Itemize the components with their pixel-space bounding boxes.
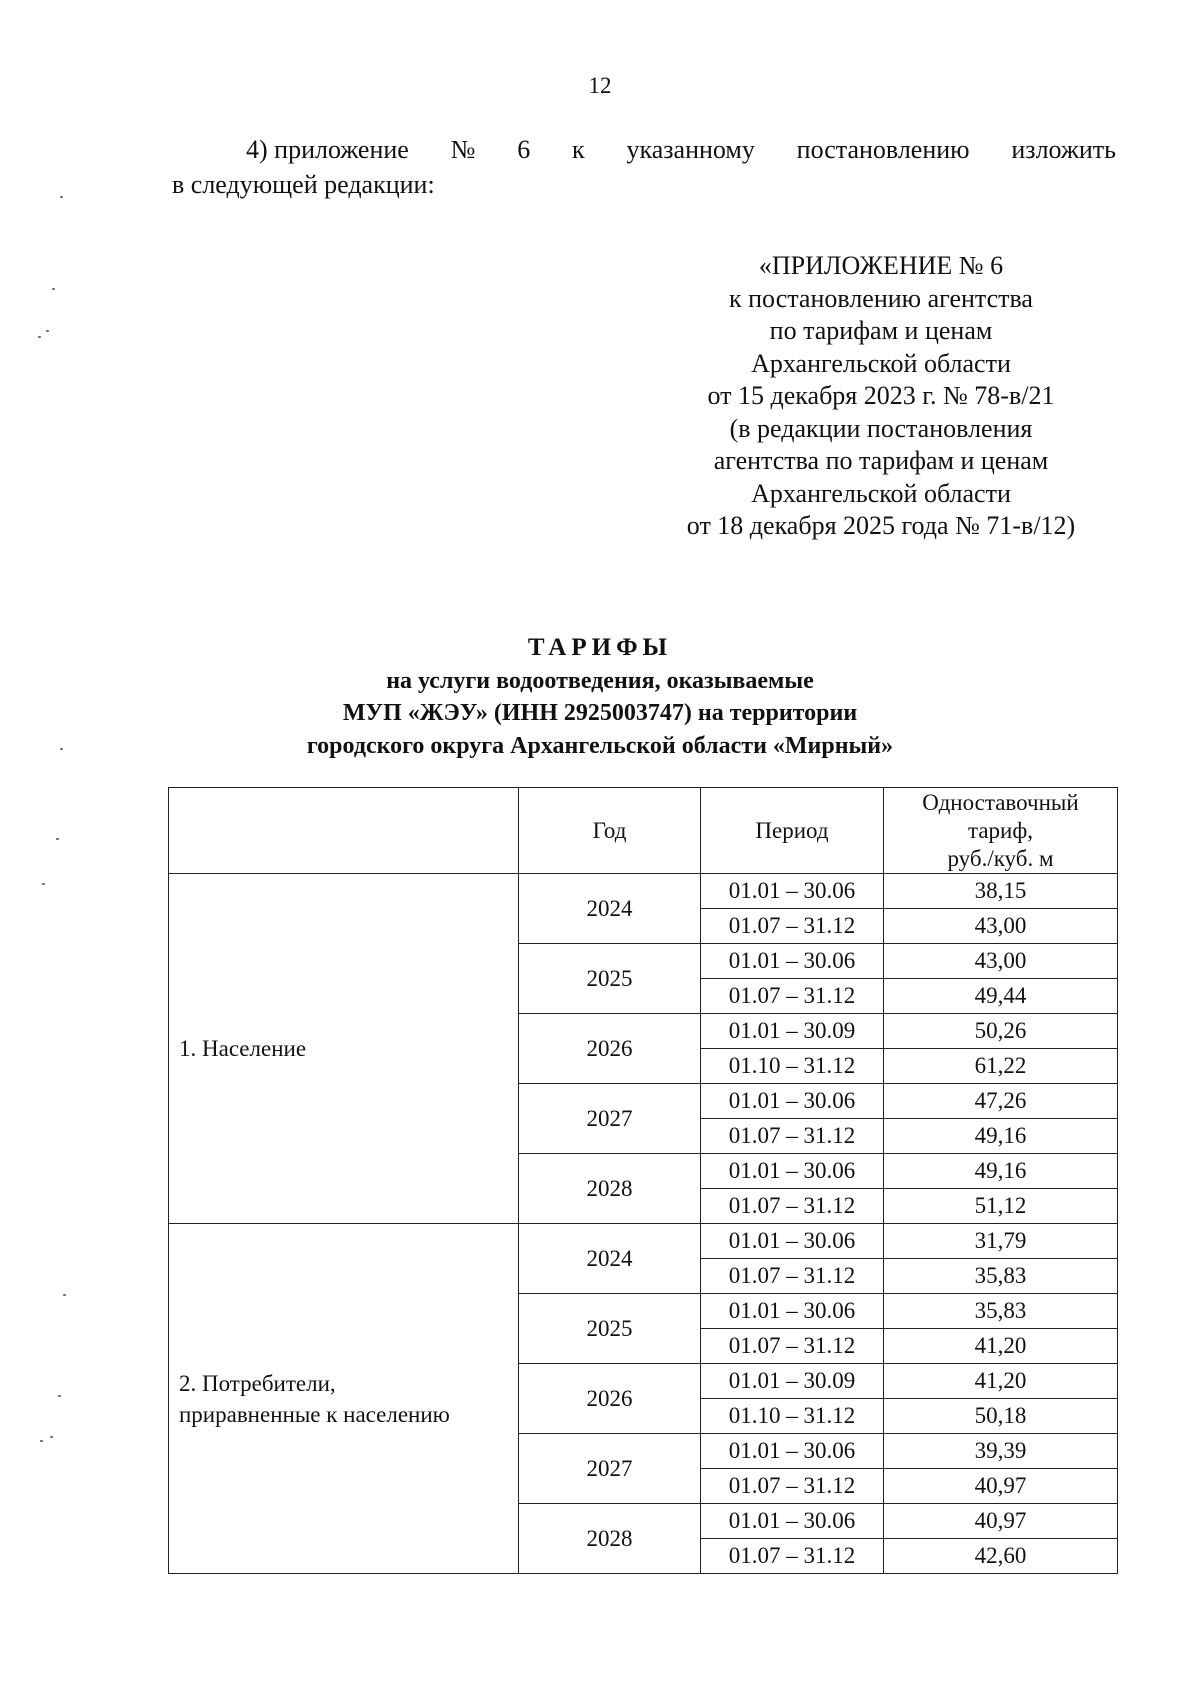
period-cell: 01.07 – 31.12 <box>701 1469 884 1504</box>
appendix-line: Архангельской области <box>751 478 1011 508</box>
year-cell: 2026 <box>519 1014 701 1084</box>
document-title <box>0 632 1200 762</box>
scan-speck <box>58 1395 61 1397</box>
table-body <box>169 874 1118 1574</box>
tariff-value-cell: 40,97 <box>884 1504 1118 1539</box>
table-header-row <box>169 788 1118 874</box>
scan-speck <box>46 330 49 332</box>
year-cell: 2026 <box>519 1364 701 1434</box>
category-cell <box>169 1224 519 1574</box>
scan-speck <box>52 288 55 290</box>
table-row <box>169 874 1118 909</box>
appendix-line: от 18 декабря 2025 года № 71-в/12) <box>686 511 1076 540</box>
scan-speck <box>63 1294 66 1296</box>
title-line: МУП «ЖЭУ» (ИНН 2925003747) на территории <box>342 700 858 726</box>
header-tariff-line: руб./куб. м <box>947 845 1054 871</box>
appendix-line: агентства по тарифам и ценам <box>713 446 1049 475</box>
tariff-value-cell: 38,15 <box>884 874 1118 909</box>
tariff-value-cell: 49,44 <box>884 979 1118 1014</box>
category-line: приравненные к населению <box>179 1401 450 1427</box>
tariff-value-cell: 41,20 <box>884 1364 1118 1399</box>
intro-word: изложить <box>1011 135 1116 164</box>
page-number: 12 <box>588 73 612 98</box>
scan-speck <box>60 196 63 198</box>
appendix-line: по тарифам и ценам <box>769 316 993 345</box>
year-cell: 2028 <box>519 1504 701 1574</box>
scan-speck <box>42 883 45 885</box>
intro-line-2: в следующей редакции: <box>172 170 435 199</box>
period-cell: 01.01 – 30.06 <box>701 1084 884 1119</box>
scan-speck <box>60 748 63 750</box>
title-main: ТАРИФЫ <box>527 634 673 661</box>
tariff-table <box>168 787 1118 1574</box>
period-cell: 01.07 – 31.12 <box>701 1189 884 1224</box>
year-cell: 2027 <box>519 1084 701 1154</box>
scan-speck <box>50 1436 53 1438</box>
tariff-value-cell: 42,60 <box>884 1539 1118 1574</box>
header-tariff-line: Одноставочный <box>922 789 1079 815</box>
period-cell: 01.01 – 30.06 <box>701 1434 884 1469</box>
year-cell: 2025 <box>519 944 701 1014</box>
intro-word: указанному <box>626 135 755 164</box>
period-cell: 01.01 – 30.06 <box>701 874 884 909</box>
intro-word: 4) приложение <box>246 135 409 164</box>
tariff-value-cell: 39,39 <box>884 1434 1118 1469</box>
appendix-line: Архангельской области <box>751 348 1011 378</box>
period-cell: 01.10 – 31.12 <box>701 1049 884 1084</box>
period-cell: 01.07 – 31.12 <box>701 1119 884 1154</box>
appendix-line: «ПРИЛОЖЕНИЕ № 6 <box>758 251 1004 280</box>
period-cell: 01.01 – 30.06 <box>701 1154 884 1189</box>
appendix-line: к постановлению агентства <box>729 283 1033 313</box>
tariff-value-cell: 47,26 <box>884 1084 1118 1119</box>
category-line: 1. Население <box>179 1036 307 1061</box>
intro-line-1 <box>172 132 1116 167</box>
intro-word: постановлению <box>796 135 970 164</box>
period-cell: 01.01 – 30.06 <box>701 1294 884 1329</box>
period-cell: 01.01 – 30.09 <box>701 1364 884 1399</box>
period-cell: 01.01 – 30.06 <box>701 1504 884 1539</box>
appendix-line: (в редакции постановления <box>729 413 1033 443</box>
period-cell: 01.07 – 31.12 <box>701 1539 884 1574</box>
year-cell: 2027 <box>519 1434 701 1504</box>
year-cell: 2028 <box>519 1154 701 1224</box>
year-cell: 2025 <box>519 1294 701 1364</box>
tariff-value-cell: 41,20 <box>884 1329 1118 1364</box>
header-year: Год <box>519 788 701 874</box>
tariff-value-cell: 49,16 <box>884 1154 1118 1189</box>
appendix-line: от 15 декабря 2023 г. № 78-в/21 <box>707 381 1055 410</box>
scan-speck <box>40 1440 43 1442</box>
period-cell: 01.07 – 31.12 <box>701 1329 884 1364</box>
header-category <box>169 788 519 874</box>
table-row <box>169 1224 1118 1259</box>
tariff-value-cell: 43,00 <box>884 909 1118 944</box>
intro-paragraph <box>172 132 1116 202</box>
intro-word: № <box>450 135 476 164</box>
scan-speck <box>56 838 59 840</box>
tariff-value-cell: 43,00 <box>884 944 1118 979</box>
period-cell: 01.07 – 31.12 <box>701 979 884 1014</box>
tariff-value-cell: 40,97 <box>884 1469 1118 1504</box>
header-tariff-line: тариф, <box>967 817 1033 843</box>
period-cell: 01.07 – 31.12 <box>701 1259 884 1294</box>
category-line: 2. Потребители, <box>179 1370 336 1396</box>
tariff-value-cell: 50,18 <box>884 1399 1118 1434</box>
tariff-value-cell: 35,83 <box>884 1259 1118 1294</box>
appendix-header <box>622 250 1140 543</box>
category-cell <box>169 874 519 1224</box>
intro-word: к <box>572 135 585 164</box>
period-cell: 01.01 – 30.09 <box>701 1014 884 1049</box>
tariff-value-cell: 61,22 <box>884 1049 1118 1084</box>
tariff-value-cell: 31,79 <box>884 1224 1118 1259</box>
header-period: Период <box>701 788 884 874</box>
period-cell: 01.01 – 30.06 <box>701 944 884 979</box>
tariff-value-cell: 51,12 <box>884 1189 1118 1224</box>
scan-speck <box>38 336 41 338</box>
period-cell: 01.10 – 31.12 <box>701 1399 884 1434</box>
tariff-value-cell: 35,83 <box>884 1294 1118 1329</box>
intro-word: 6 <box>517 135 531 164</box>
year-cell: 2024 <box>519 874 701 944</box>
header-tariff <box>884 788 1118 874</box>
period-cell: 01.07 – 31.12 <box>701 909 884 944</box>
title-line: на услуги водоотведения, оказываемые <box>386 667 814 694</box>
year-cell: 2024 <box>519 1224 701 1294</box>
tariff-value-cell: 49,16 <box>884 1119 1118 1154</box>
tariff-value-cell: 50,26 <box>884 1014 1118 1049</box>
title-line: городского округа Архангельской области «Мирный» <box>306 732 894 759</box>
period-cell: 01.01 – 30.06 <box>701 1224 884 1259</box>
